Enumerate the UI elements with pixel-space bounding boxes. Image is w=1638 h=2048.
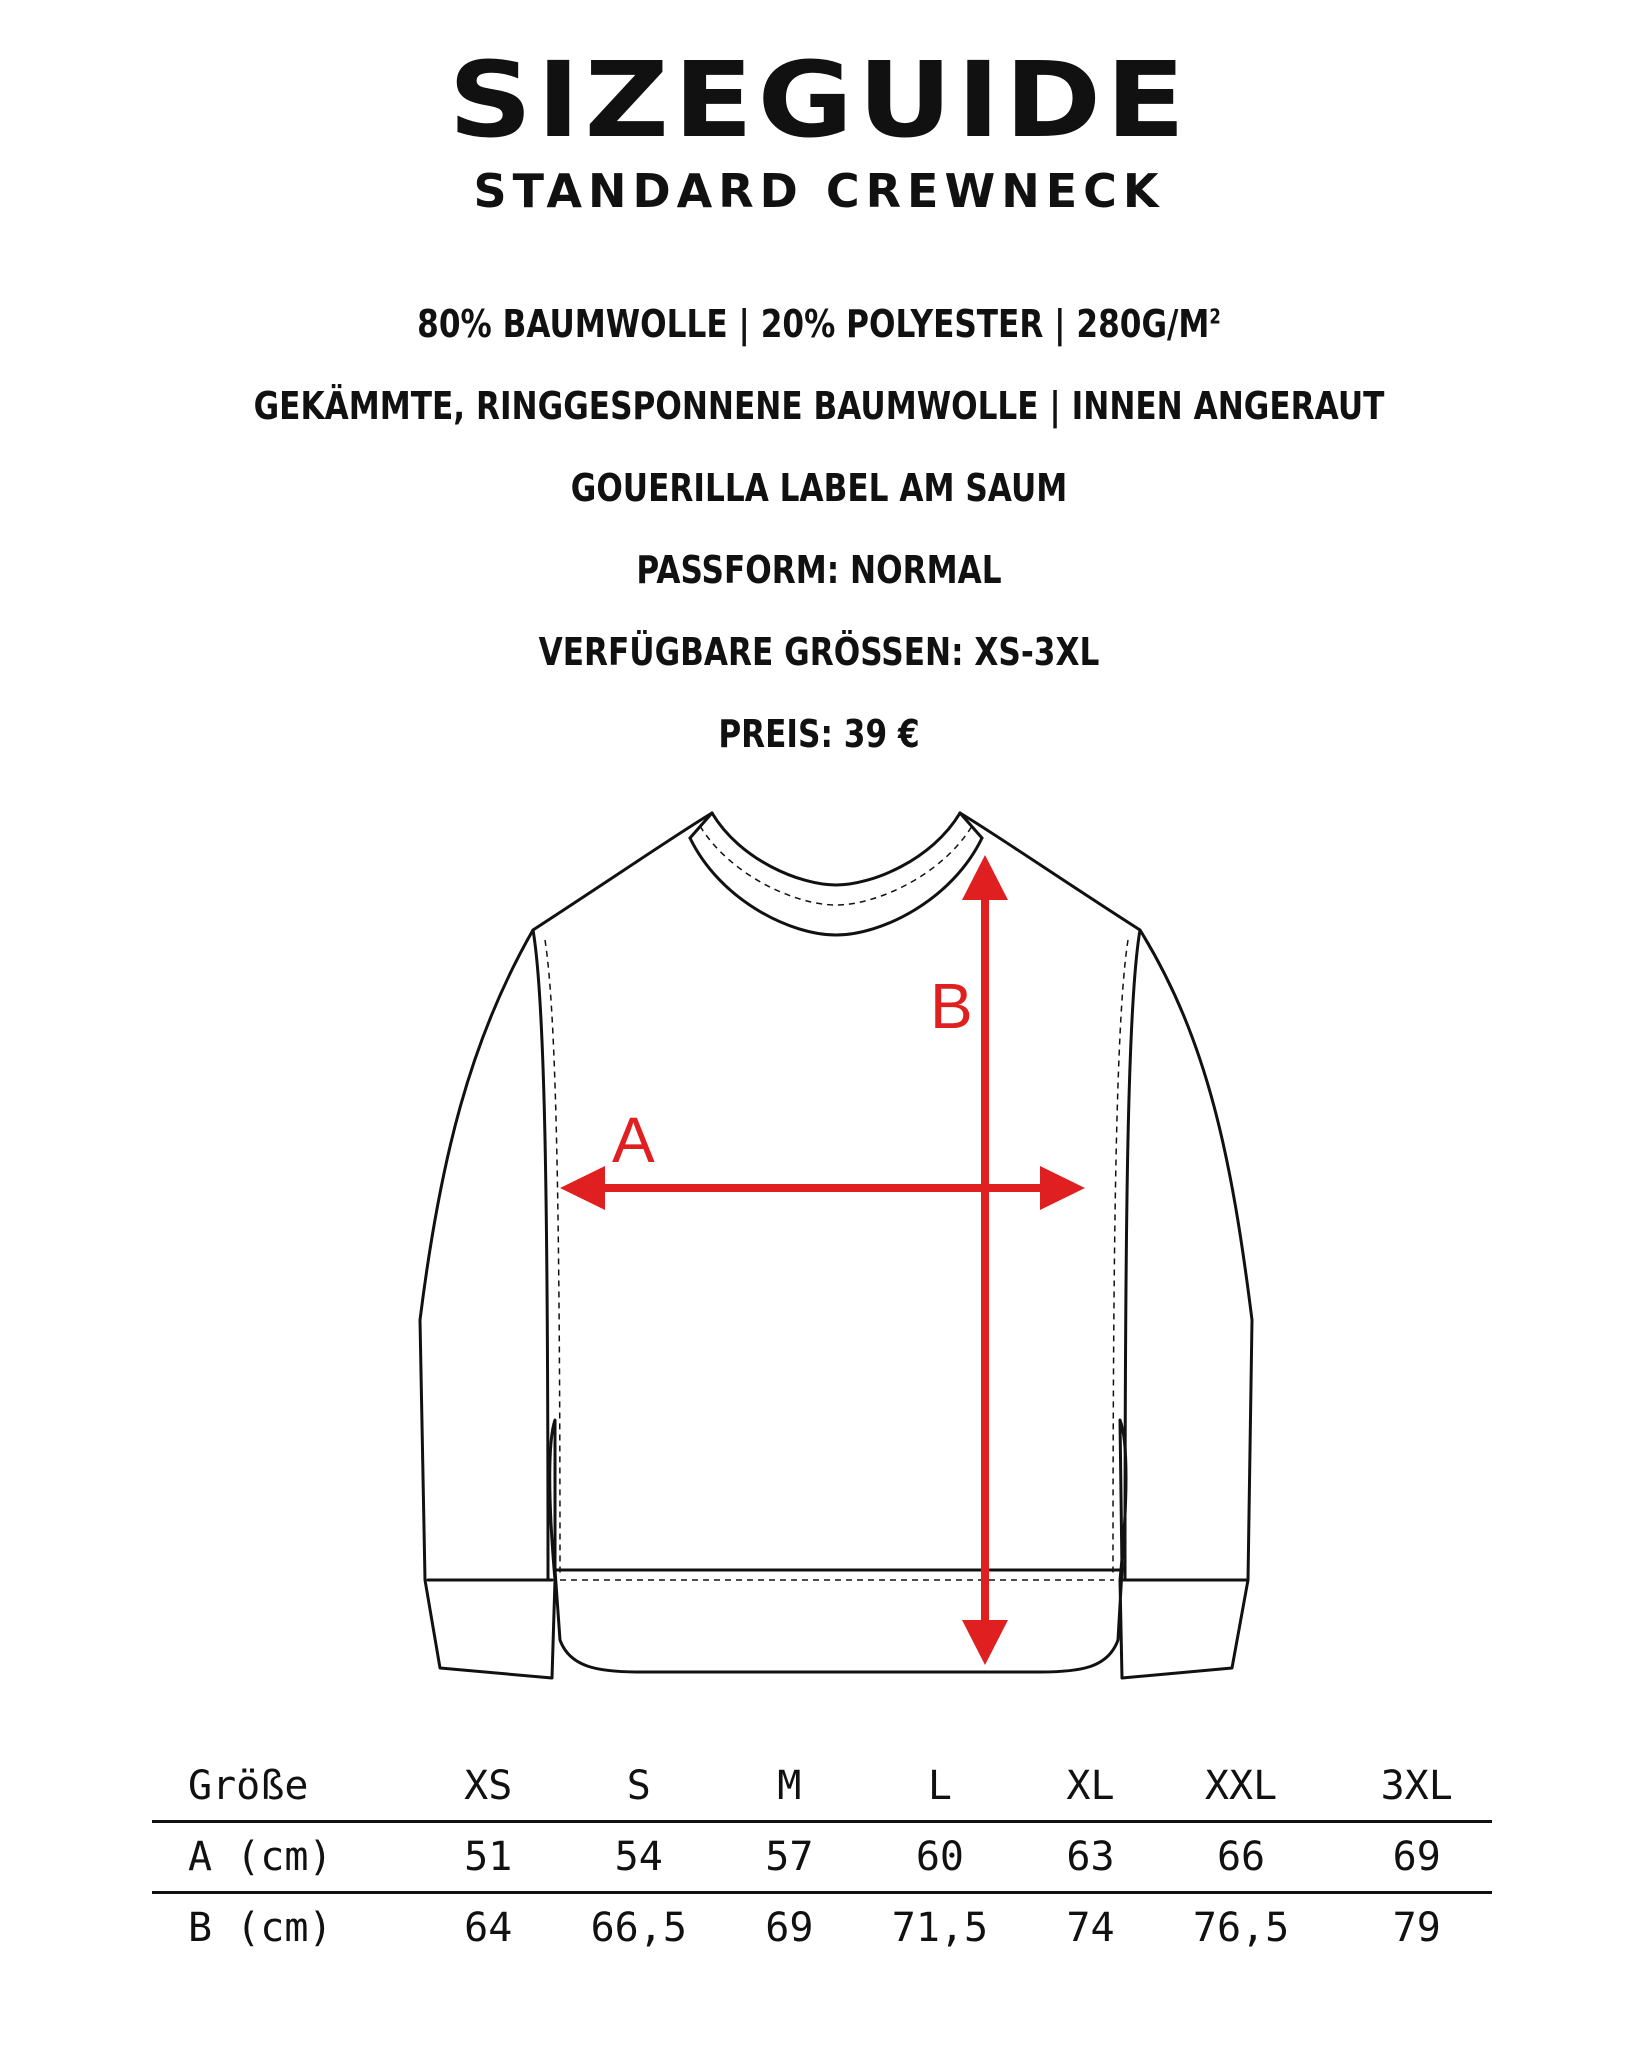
- measure-label-b: B: [930, 970, 973, 1042]
- table-cell: 66,5: [590, 1905, 687, 1951]
- table-cell: 69: [1392, 1834, 1441, 1880]
- table-cell: 63: [1066, 1834, 1115, 1880]
- spec-fit: PASSFORM: NORMAL: [636, 548, 1002, 592]
- row-label-b: B (cm): [188, 1905, 333, 1951]
- size-header-row: [152, 1752, 1492, 1822]
- table-cell: 76,5: [1192, 1905, 1290, 1951]
- table-cell: 64: [464, 1905, 513, 1951]
- table-cell: 71,5: [891, 1905, 989, 1951]
- size-s: S: [626, 1763, 651, 1809]
- size-m: M: [777, 1763, 802, 1809]
- table-cell: 69: [765, 1905, 814, 1951]
- crewneck-diagram: [0, 800, 1638, 1700]
- table-cell: 74: [1066, 1905, 1115, 1951]
- spec-sizes: VERFÜGBARE GRÖSSEN: XS-3XL: [538, 630, 1100, 674]
- size-3xl: 3XL: [1380, 1763, 1453, 1809]
- size-l: L: [927, 1763, 952, 1809]
- spec-label: GOUERILLA LABEL AM SAUM: [570, 466, 1068, 510]
- measure-row-a: [152, 1822, 1492, 1893]
- size-table: [152, 1752, 1492, 1962]
- size-guide-subtitle: STANDARD CREWNECK: [473, 164, 1165, 218]
- table-cell: 51: [464, 1834, 513, 1880]
- size-xxl: XXL: [1204, 1763, 1278, 1809]
- table-cell: 54: [614, 1834, 663, 1880]
- table-cell: 66: [1216, 1834, 1266, 1880]
- size-xl: XL: [1066, 1763, 1115, 1809]
- measure-label-a: A: [612, 1104, 655, 1176]
- table-cell: 60: [915, 1834, 964, 1880]
- spec-material: [147, 302, 1490, 346]
- table-cell: 79: [1392, 1905, 1441, 1951]
- spec-material-text: 80% BAUMWOLLE | 20% POLYESTER | 280G/M: [417, 302, 1210, 346]
- size-guide-title: SIZEGUIDE: [448, 39, 1190, 161]
- measure-row-b: [152, 1893, 1492, 1963]
- measure-arrows: [560, 855, 1085, 1665]
- spec-material-superscript: 2: [1209, 304, 1221, 329]
- spec-quality: GEKÄMMTE, RINGGESPONNENE BAUMWOLLE | INNEN ANGERAUT: [253, 384, 1385, 428]
- row-label-a: A (cm): [188, 1834, 333, 1880]
- size-header-label: Größe: [188, 1763, 309, 1809]
- spec-price: PREIS: 39 €: [718, 712, 920, 756]
- size-xs: XS: [464, 1763, 513, 1809]
- table-cell: 57: [765, 1834, 814, 1880]
